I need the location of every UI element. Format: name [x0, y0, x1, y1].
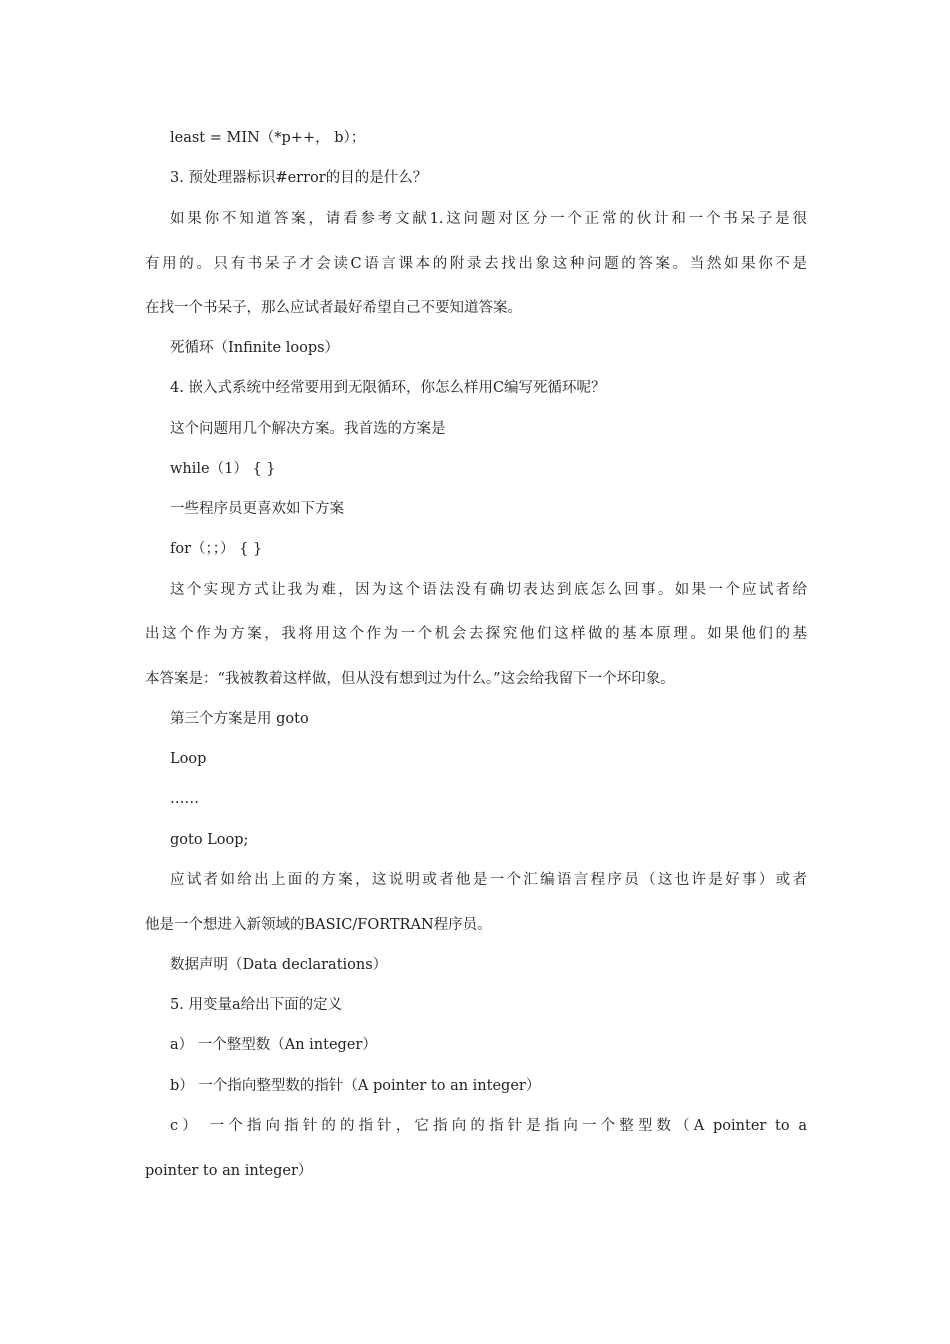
code-line-for: for（；；） { } — [170, 541, 263, 557]
paragraph-line: 在找一个书呆子，那么应试者最好希望自己不要知道答案。 — [145, 300, 522, 316]
paragraph-line: 应试者如给出上面的方案，这说明或者他是一个汇编语言程序员（这也许是好事）或者 — [170, 872, 807, 888]
paragraph-line: 有用的。只有书呆子才会读C语言课本的附录去找出象这种问题的答案。当然如果你不是 — [145, 256, 807, 272]
paragraph-line: 第三个方案是用 goto — [170, 711, 309, 727]
code-line-while: while（1） { } — [170, 461, 276, 477]
paragraph-line: 他是一个想进入新领域的BASIC/FORTRAN程序员。 — [145, 917, 492, 933]
paragraph-line: 这个问题用几个解决方案。我首选的方案是 — [170, 421, 446, 437]
list-item-c-continued: pointer to an integer） — [145, 1163, 313, 1179]
ellipsis: …… — [170, 791, 199, 807]
paragraph-line: 出这个作为方案，我将用这个作为一个机会去探究他们这样做的基本原理。如果他们的基 — [145, 626, 807, 642]
paragraph-line: 本答案是：“我被教着这样做，但从没有想到过为什么。”这会给我留下一个坏印象。 — [145, 671, 675, 687]
section-heading-data-declarations: 数据声明（Data declarations） — [170, 957, 388, 973]
code-line-loop-label: Loop — [170, 751, 207, 767]
code-line-least-min: least = MIN（*p++， b）； — [170, 130, 366, 146]
question-3: 3. 预处理器标识#error的目的是什么？ — [170, 170, 428, 186]
list-item-b: b） 一个指向整型数的指针（A pointer to an integer） — [170, 1078, 541, 1094]
code-line-goto: goto Loop; — [170, 832, 249, 848]
paragraph-line: 如果你不知道答案，请看参考文献1.这问题对区分一个正常的伙计和一个书呆子是很 — [170, 211, 807, 227]
list-item-c: c） 一个指向指针的的指针，它指向的指针是指向一个整型数（A pointer to a — [170, 1118, 807, 1134]
paragraph-line: 这个实现方式让我为难，因为这个语法没有确切表达到底怎么回事。如果一个应试者给 — [170, 582, 807, 598]
question-4: 4. 嵌入式系统中经常要用到无限循环，你怎么样用C编写死循环呢？ — [170, 380, 606, 396]
question-5: 5. 用变量a给出下面的定义 — [170, 997, 343, 1013]
section-heading-infinite-loops: 死循环（Infinite loops） — [170, 340, 340, 356]
paragraph-line: 一些程序员更喜欢如下方案 — [170, 501, 344, 517]
list-item-a: a） 一个整型数（An integer） — [170, 1037, 377, 1053]
